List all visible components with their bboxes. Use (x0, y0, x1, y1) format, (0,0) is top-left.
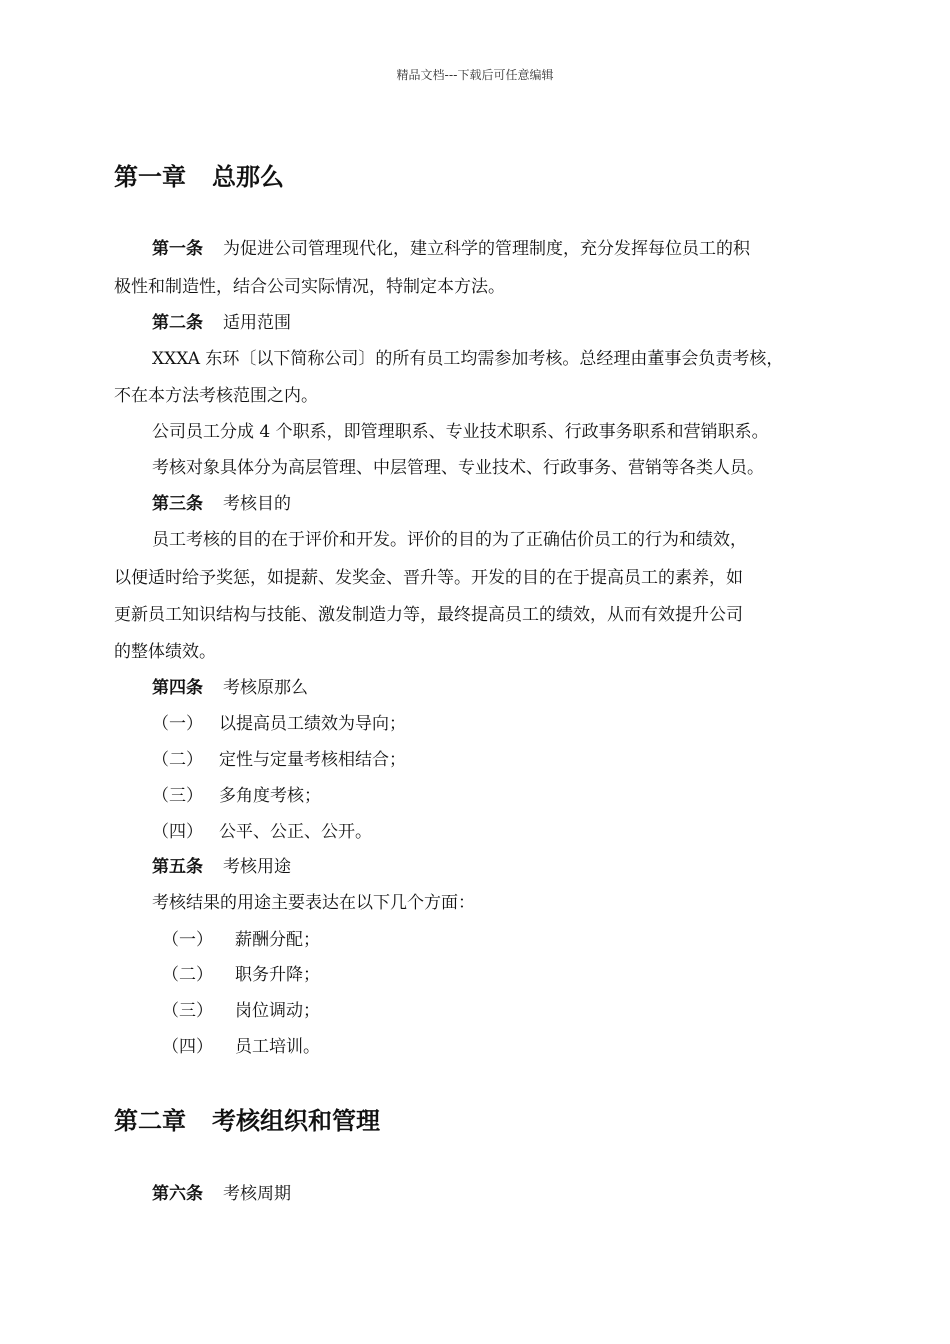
list-text: 职务升降； (235, 965, 320, 985)
article-label: 第二条 (152, 313, 203, 333)
list-text: 多角度考核； (219, 786, 321, 806)
chapter-number: 第二章 (114, 1107, 186, 1135)
article-line (152, 855, 291, 879)
list-item (152, 712, 406, 736)
article-label: 第六条 (152, 1184, 203, 1204)
article-text: 为促进公司管理现代化，建立科学的管理制度，充分发挥每位员工的积 (223, 239, 750, 259)
article-line (152, 237, 750, 261)
list-text: 薪酬分配； (235, 930, 320, 950)
page-header: 精品文档---下载后可任意编辑 (396, 68, 554, 82)
list-item (162, 928, 320, 952)
list-number: （二） (162, 965, 213, 985)
chapter-name: 总那么 (212, 163, 284, 191)
paragraph-line: 不在本方法考核范围之内。 (114, 386, 318, 406)
article-heading: 适用范围 (223, 313, 291, 333)
list-number: （四） (162, 1037, 213, 1057)
list-text: 以提高员工绩效为导向； (219, 714, 406, 734)
list-item (152, 784, 321, 808)
article-label: 第三条 (152, 494, 203, 514)
article-line (152, 1182, 291, 1206)
paragraph-line: 的整体绩效。 (114, 642, 216, 662)
chapter-title (114, 157, 284, 192)
article-line (152, 311, 291, 335)
article-line (152, 676, 308, 700)
paragraph-line: XXXA 东环〔以下简称公司〕的所有员工均需参加考核。总经理由董事会负责考核， (152, 349, 784, 369)
paragraph-line: 考核对象具体分为高层管理、中层管理、专业技术、行政事务、营销等各类人员。 (152, 458, 764, 478)
chapter-name: 考核组织和管理 (212, 1107, 380, 1135)
list-item (162, 1035, 320, 1059)
article-heading: 考核原那么 (223, 678, 308, 698)
list-item (162, 999, 320, 1023)
list-text: 员工培训。 (235, 1037, 320, 1057)
list-text: 定性与定量考核相结合； (219, 750, 406, 770)
article-label: 第五条 (152, 857, 203, 877)
article-label: 第四条 (152, 678, 203, 698)
article-label: 第一条 (152, 239, 203, 259)
list-text: 岗位调动； (235, 1001, 320, 1021)
paragraph-line: 以便适时给予奖惩，如提薪、发奖金、晋升等。开发的目的在于提高员工的素养，如 (114, 568, 743, 588)
list-item (152, 748, 406, 772)
paragraph-line: 公司员工分成 4 个职系，即管理职系、专业技术职系、行政事务职系和营销职系。 (152, 422, 769, 442)
list-number: （三） (162, 1001, 213, 1021)
article-heading: 考核用途 (223, 857, 291, 877)
paragraph-line: 极性和制造性，结合公司实际情况，特制定本方法。 (114, 277, 505, 297)
paragraph-line: 考核结果的用途主要表达在以下几个方面： (152, 893, 475, 913)
list-item (152, 820, 372, 844)
chapter-number: 第一章 (114, 163, 186, 191)
list-number: （四） (152, 822, 203, 842)
article-line (152, 492, 291, 516)
paragraph-line: 更新员工知识结构与技能、激发制造力等，最终提高员工的绩效，从而有效提升公司 (114, 605, 743, 625)
paragraph-line: 员工考核的目的在于评价和开发。评价的目的为了正确估价员工的行为和绩效， (152, 530, 747, 550)
list-number: （一） (162, 930, 213, 950)
list-number: （一） (152, 714, 203, 734)
list-item (162, 963, 320, 987)
list-number: （二） (152, 750, 203, 770)
list-number: （三） (152, 786, 203, 806)
chapter-title (114, 1101, 380, 1136)
article-heading: 考核周期 (223, 1184, 291, 1204)
list-text: 公平、公正、公开。 (219, 822, 372, 842)
article-heading: 考核目的 (223, 494, 291, 514)
